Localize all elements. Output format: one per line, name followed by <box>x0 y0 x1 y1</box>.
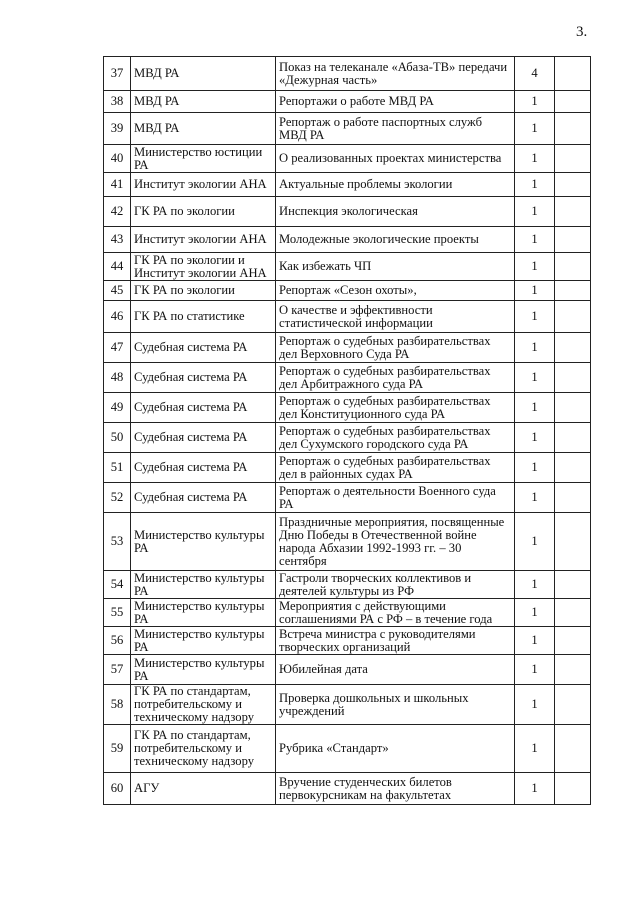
row-number: 59 <box>104 725 131 773</box>
organization-cell: Министерство культуры РА <box>131 627 276 655</box>
count-cell: 1 <box>515 773 555 805</box>
empty-cell <box>555 253 591 281</box>
table-row <box>104 113 591 145</box>
organization-cell: Судебная система РА <box>131 393 276 423</box>
organization-cell: Судебная система РА <box>131 453 276 483</box>
empty-cell <box>555 393 591 423</box>
row-number: 48 <box>104 363 131 393</box>
row-number: 54 <box>104 571 131 599</box>
organization-cell: Министерство юстиции РА <box>131 145 276 173</box>
organization-cell: АГУ <box>131 773 276 805</box>
empty-cell <box>555 197 591 227</box>
table-row <box>104 599 591 627</box>
page-number: 3. <box>576 24 588 40</box>
table-row <box>104 627 591 655</box>
table-row <box>104 91 591 113</box>
count-cell: 1 <box>515 301 555 333</box>
count-cell: 1 <box>515 725 555 773</box>
organization-cell: Министерство культуры РА <box>131 571 276 599</box>
count-cell: 1 <box>515 627 555 655</box>
row-number: 50 <box>104 423 131 453</box>
table-row <box>104 227 591 253</box>
empty-cell <box>555 571 591 599</box>
row-number: 49 <box>104 393 131 423</box>
table-row <box>104 571 591 599</box>
organization-cell: ГК РА по экологии и Институт экологии АНА <box>131 253 276 281</box>
empty-cell <box>555 599 591 627</box>
count-cell: 1 <box>515 393 555 423</box>
count-cell: 1 <box>515 91 555 113</box>
row-number: 40 <box>104 145 131 173</box>
count-cell: 1 <box>515 227 555 253</box>
row-number: 44 <box>104 253 131 281</box>
empty-cell <box>555 57 591 91</box>
table-row <box>104 453 591 483</box>
count-cell: 1 <box>515 333 555 363</box>
topic-cell: Как избежать ЧП <box>276 253 515 281</box>
row-number: 55 <box>104 599 131 627</box>
count-cell: 1 <box>515 145 555 173</box>
row-number: 39 <box>104 113 131 145</box>
topic-cell: Репортажи о работе МВД РА <box>276 91 515 113</box>
table-row <box>104 281 591 301</box>
organization-cell: Институт экологии АНА <box>131 227 276 253</box>
table-row <box>104 301 591 333</box>
table-row <box>104 423 591 453</box>
topic-cell: Юбилейная дата <box>276 655 515 685</box>
empty-cell <box>555 423 591 453</box>
organization-cell: ГК РА по статистике <box>131 301 276 333</box>
count-cell: 1 <box>515 685 555 725</box>
organization-cell: ГК РА по экологии <box>131 281 276 301</box>
empty-cell <box>555 655 591 685</box>
empty-cell <box>555 453 591 483</box>
row-number: 38 <box>104 91 131 113</box>
topic-cell: Репортаж о судебных разбирательствах дел Верховного Суда РА <box>276 333 515 363</box>
schedule-table-body <box>104 57 591 805</box>
table-row <box>104 253 591 281</box>
row-number: 53 <box>104 513 131 571</box>
organization-cell: Судебная система РА <box>131 483 276 513</box>
topic-cell: Рубрика «Стандарт» <box>276 725 515 773</box>
empty-cell <box>555 627 591 655</box>
organization-cell: Министерство культуры РА <box>131 655 276 685</box>
row-number: 52 <box>104 483 131 513</box>
row-number: 56 <box>104 627 131 655</box>
topic-cell: Репортаж о судебных разбирательствах дел в районных судах РА <box>276 453 515 483</box>
organization-cell: Судебная система РА <box>131 423 276 453</box>
topic-cell: Мероприятия с действующими соглашениями РА с РФ – в течение года <box>276 599 515 627</box>
topic-cell: Репортаж о деятельности Военного суда РА <box>276 483 515 513</box>
empty-cell <box>555 227 591 253</box>
topic-cell: Вручение студенческих билетов первокурсникам на факультетах <box>276 773 515 805</box>
empty-cell <box>555 483 591 513</box>
schedule-table <box>103 56 591 805</box>
empty-cell <box>555 145 591 173</box>
row-number: 37 <box>104 57 131 91</box>
empty-cell <box>555 685 591 725</box>
organization-cell: Судебная система РА <box>131 363 276 393</box>
empty-cell <box>555 91 591 113</box>
topic-cell: О реализованных проектах министерства <box>276 145 515 173</box>
table-row <box>104 685 591 725</box>
table-row <box>104 655 591 685</box>
topic-cell: Праздничные мероприятия, посвященные Дню Победы в Отечественной войне народа Абхазии 1992-1993 гг. – 30 сентября <box>276 513 515 571</box>
table-row <box>104 333 591 363</box>
row-number: 43 <box>104 227 131 253</box>
topic-cell: Репортаж о судебных разбирательствах дел Арбитражного суда РА <box>276 363 515 393</box>
empty-cell <box>555 281 591 301</box>
organization-cell: Министерство культуры РА <box>131 513 276 571</box>
topic-cell: Встреча министра с руководителями творческих организаций <box>276 627 515 655</box>
table-row <box>104 145 591 173</box>
empty-cell <box>555 513 591 571</box>
organization-cell: МВД РА <box>131 57 276 91</box>
count-cell: 1 <box>515 571 555 599</box>
organization-cell: ГК РА по стандартам, потребительскому и техническому надзору <box>131 725 276 773</box>
table-row <box>104 57 591 91</box>
empty-cell <box>555 725 591 773</box>
empty-cell <box>555 363 591 393</box>
organization-cell: Институт экологии АНА <box>131 173 276 197</box>
empty-cell <box>555 173 591 197</box>
topic-cell: Показ на телеканале «Абаза-ТВ» передачи «Дежурная часть» <box>276 57 515 91</box>
organization-cell: ГК РА по стандартам, потребительскому и техническому надзору <box>131 685 276 725</box>
topic-cell: Инспекция экологическая <box>276 197 515 227</box>
count-cell: 1 <box>515 253 555 281</box>
count-cell: 1 <box>515 423 555 453</box>
table-row <box>104 773 591 805</box>
count-cell: 1 <box>515 173 555 197</box>
row-number: 46 <box>104 301 131 333</box>
organization-cell: ГК РА по экологии <box>131 197 276 227</box>
topic-cell: Репортаж о работе паспортных служб МВД РА <box>276 113 515 145</box>
topic-cell: Гастроли творческих коллективов и деятелей культуры из РФ <box>276 571 515 599</box>
count-cell: 1 <box>515 363 555 393</box>
empty-cell <box>555 333 591 363</box>
empty-cell <box>555 773 591 805</box>
organization-cell: Судебная система РА <box>131 333 276 363</box>
count-cell: 1 <box>515 513 555 571</box>
count-cell: 1 <box>515 197 555 227</box>
table-row <box>104 513 591 571</box>
row-number: 60 <box>104 773 131 805</box>
topic-cell: Молодежные экологические проекты <box>276 227 515 253</box>
topic-cell: О качестве и эффективности статистической информации <box>276 301 515 333</box>
count-cell: 1 <box>515 599 555 627</box>
row-number: 42 <box>104 197 131 227</box>
topic-cell: Проверка дошкольных и школьных учреждений <box>276 685 515 725</box>
organization-cell: МВД РА <box>131 113 276 145</box>
topic-cell: Репортаж «Сезон охоты», <box>276 281 515 301</box>
row-number: 58 <box>104 685 131 725</box>
count-cell: 1 <box>515 113 555 145</box>
count-cell: 1 <box>515 655 555 685</box>
count-cell: 1 <box>515 453 555 483</box>
count-cell: 1 <box>515 483 555 513</box>
count-cell: 1 <box>515 281 555 301</box>
row-number: 41 <box>104 173 131 197</box>
table-row <box>104 725 591 773</box>
table-row <box>104 393 591 423</box>
row-number: 47 <box>104 333 131 363</box>
row-number: 51 <box>104 453 131 483</box>
topic-cell: Актуальные проблемы экологии <box>276 173 515 197</box>
row-number: 57 <box>104 655 131 685</box>
count-cell: 4 <box>515 57 555 91</box>
table-row <box>104 363 591 393</box>
table-row <box>104 173 591 197</box>
organization-cell: Министерство культуры РА <box>131 599 276 627</box>
table-row <box>104 197 591 227</box>
topic-cell: Репортаж о судебных разбирательствах дел Сухумского городского суда РА <box>276 423 515 453</box>
empty-cell <box>555 301 591 333</box>
row-number: 45 <box>104 281 131 301</box>
topic-cell: Репортаж о судебных разбирательствах дел Конституционного суда РА <box>276 393 515 423</box>
empty-cell <box>555 113 591 145</box>
organization-cell: МВД РА <box>131 91 276 113</box>
table-row <box>104 483 591 513</box>
